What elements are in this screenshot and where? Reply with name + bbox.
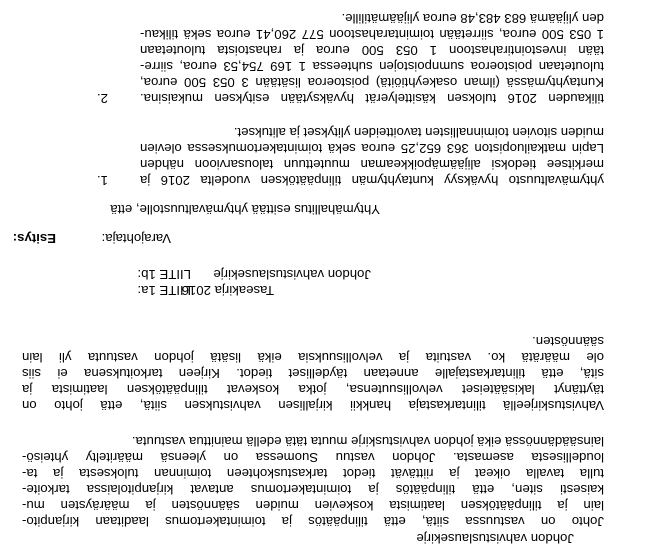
proposal-item-line: merkitsee tiedoksi alijäämäpoikkeaman muutettuun talousarvioon nähden: [140, 157, 604, 172]
proposal-item-line: tuloutetaan poistoeroa sumnpoistojen suhteessa 1 169 754,53 euroa, siirre-: [140, 59, 604, 74]
section-title: Johdon vahvistuslausekirje: [416, 531, 574, 546]
paragraph-responsibility-line: tulla tavalla oikeat ja riittävät tiedot tarkastuskohteen toiminnan tuloksesta ja ta-: [22, 466, 604, 481]
paragraph-confirmation-letter-line: täyttänyt lakisääteiset velvollisuutensa, jotka koskevat tilinpäätöksen laatimista ja: [22, 382, 604, 397]
proposal-item-number: 1.: [97, 173, 108, 188]
paragraph-responsibility-line: lainsäädännössä eikä johdon vahvistuskirje muuta tätä edellä mainittua vastuuta.: [131, 434, 604, 449]
paragraph-responsibility-line: kaisesti siten, että tilinpäätös ja toimintakertomus antavat kirjanpitolaissa tarkoite-: [22, 482, 604, 497]
proposal-item-number: 2.: [97, 91, 108, 106]
attachment-title: Taseakirja 2016: [181, 283, 274, 298]
paragraph-confirmation-letter-line: ole määrätä ko. vastuita ja velvollisuuksia eikä lisätä johdon vastuuta yli lain: [22, 350, 604, 365]
proposal-item-line: tilikauden 2016 tuloksen käsittelyerät hyväksytään esityksen mukaisina.: [140, 91, 604, 106]
paragraph-responsibility-line: Johto on vastuussa siitä, että tilinpäätös ja toimintakertomus laaditaan kirjanpito-: [22, 514, 604, 529]
proposal-item-line: tään investointirahastoon 1 053 500 euroa ja rahastoista tuloutetaan: [140, 43, 604, 58]
proposal-item-text: [140, 10, 604, 106]
paragraph-responsibility: [22, 433, 604, 529]
proposal-item-line: den ylijäämä 683 483,48 euroa ylijäämätilille.: [341, 11, 604, 26]
proposal-item-line: Lapin matkailuopiston 363 652,25 euroa sekä toimintakertomuksessa olevien: [140, 141, 604, 156]
paragraph-confirmation-letter: [22, 333, 604, 413]
attachment-label: LIITE 1b:: [137, 267, 191, 282]
proposal-item-line: 1 053 500 euroa, siirretään toimintarahastoon 577 260,41 euroa sekä tilikau-: [140, 27, 604, 42]
proposal-item-line: muiden sitovien toiminnallisten tavoitteiden ylitykset ja alitukset.: [233, 125, 604, 140]
paragraph-responsibility-line: lain ja tilinpäätöksen laatimista koskevien muiden säännösten ja määräysten mu-: [22, 498, 604, 513]
proposal-label: Esitys:: [12, 231, 56, 246]
proposal-intro: Yhtymähallitus esittää yhtymävaltuustolle, että: [110, 202, 380, 217]
proposal-item-line: Kuntayhtymässä (ilman osakeyhtiöitä) poistoeroa lisätään 3 053 500 euroa,: [140, 75, 604, 90]
attachment-label: LIITE 1a:: [137, 283, 191, 298]
paragraph-confirmation-letter-line: sitä, että tilintarkastajalle annetaan täydelliset tiedot. Kirjeen tarkoituksena ei siis: [22, 366, 604, 381]
paragraph-confirmation-letter-line: Vahvistuskirjeellä tilintarkastaja hankkii kirjallisen vahvistuksen siitä, että johto on: [22, 398, 604, 413]
proposal-preparer: Varajohtaja:: [101, 231, 171, 246]
attachment-title: Johdon vahvistuslausekirje: [213, 267, 371, 282]
paragraph-responsibility-line: loudellisesta asemasta. Johdon vastuu Suomessa on yleensä määritelty yhteisö-: [22, 450, 604, 465]
proposal-item-line: yhtymävaltuusto hyväksyy kuntayhtymän tilinpäätöksen vuodelta 2016 ja: [140, 173, 604, 188]
paragraph-confirmation-letter-line: säännösten.: [532, 334, 604, 349]
proposal-item-text: [140, 124, 604, 188]
